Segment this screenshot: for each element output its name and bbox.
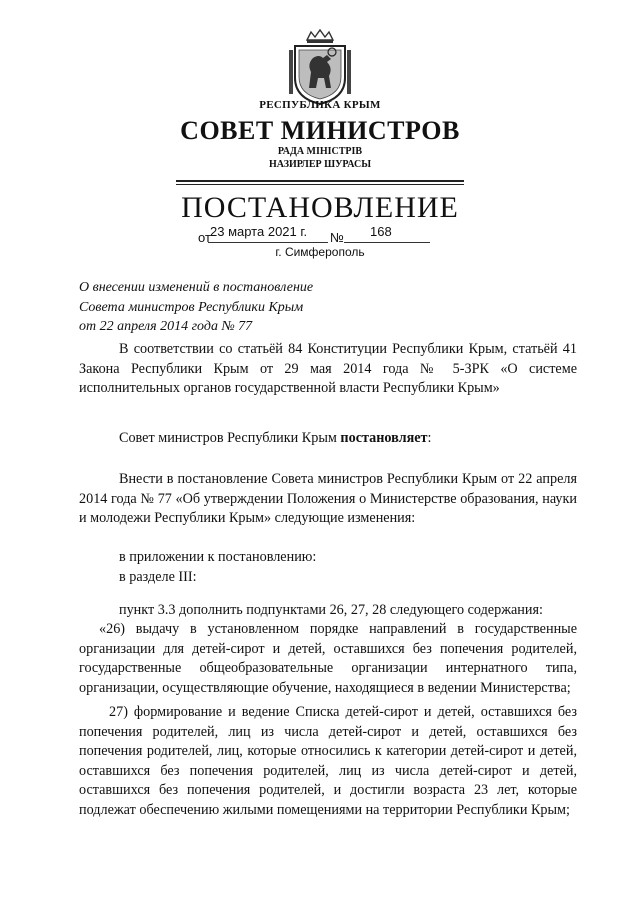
header-divider-thin [176,184,464,185]
date-number-row [198,224,438,246]
subject-line: Совета министров Республики Крым [79,299,304,315]
subject-line: О внесении изменений в постановление [79,280,314,295]
date-underline [208,242,328,243]
council-title: СОВЕТ МИНИСТРОВ [180,116,460,145]
subclause-26: «26) выдачу в установленном порядке направлений в государственные организации для детей-сирот и детей, оставшихся без попечения родителей, государственные общеобразовательные организации интернатного типа, организации, осуществляющие обучение, находящиеся в ведении Министерства; [79,621,577,696]
appendix-line: в приложении к постановлению: [119,549,317,565]
number-label: № [330,230,344,245]
preamble-paragraph: В соответствии со статьёй 84 Конституции Республики Крым, статьёй 41 Закона Республики Крым от 29 мая 2014 года № 5-ЗРК «О системе исполнительных органов государственной власти Республики Крым» [79,341,577,396]
section-line: в разделе III: [119,568,197,585]
coat-of-arms-icon [287,28,353,106]
subject-line: от 22 апреля 2014 года № 77 [79,319,253,334]
amendment-paragraph: Внести в постановление Совета министров Республики Крым от 22 апреля 2014 года № 77 «Об утверждении Положения о Министерстве образования, науки и молодежи Республики Крым» следующие изменения: [79,471,577,526]
council-title-crimean-tatar: НАЗИРЛЕР ШУРАСЫ [268,159,372,170]
date-prefix: от [198,230,211,245]
number-underline [344,242,430,243]
resolution-text: Совет министров Республики Крым [119,430,341,446]
document-type: ПОСТАНОВЛЕНИЕ [181,191,459,224]
clause-paragraph: пункт 3.3 дополнить подпунктами 26, 27, 28 следующего содержания: [119,602,543,618]
document-date: 23 марта 2021 г. [210,224,308,239]
republic-name: РЕСПУБЛИКА КРЫМ [259,99,381,111]
resolution-paragraph [79,429,577,449]
document-number: 168 [370,224,392,239]
document-subject [79,278,313,337]
council-title-ukrainian: РАДА МІНІСТРІВ [277,146,363,157]
header-divider-thick [176,180,464,182]
subclause-27: 27) формирование и ведение Списка детей-сирот и детей, оставшихся без попечения родителей, лиц из числа детей-сирот и детей, оставшихся без попечения родителей, лиц, которые относились к категории детей-сирот и детей, оставшихся без попечения родителей, лиц из числа детей-сирот и детей, оставшихся без попечения родителей, и достигли возраста 23 лет, которые подлежат обеспечению жилыми помещениями на территории Республики Крым; [79,704,577,818]
document-city: г. Симферополь [275,245,365,259]
resolution-colon: : [427,430,432,446]
resolution-verb: постановляет [340,430,428,446]
appendix-paragraph [79,548,577,587]
